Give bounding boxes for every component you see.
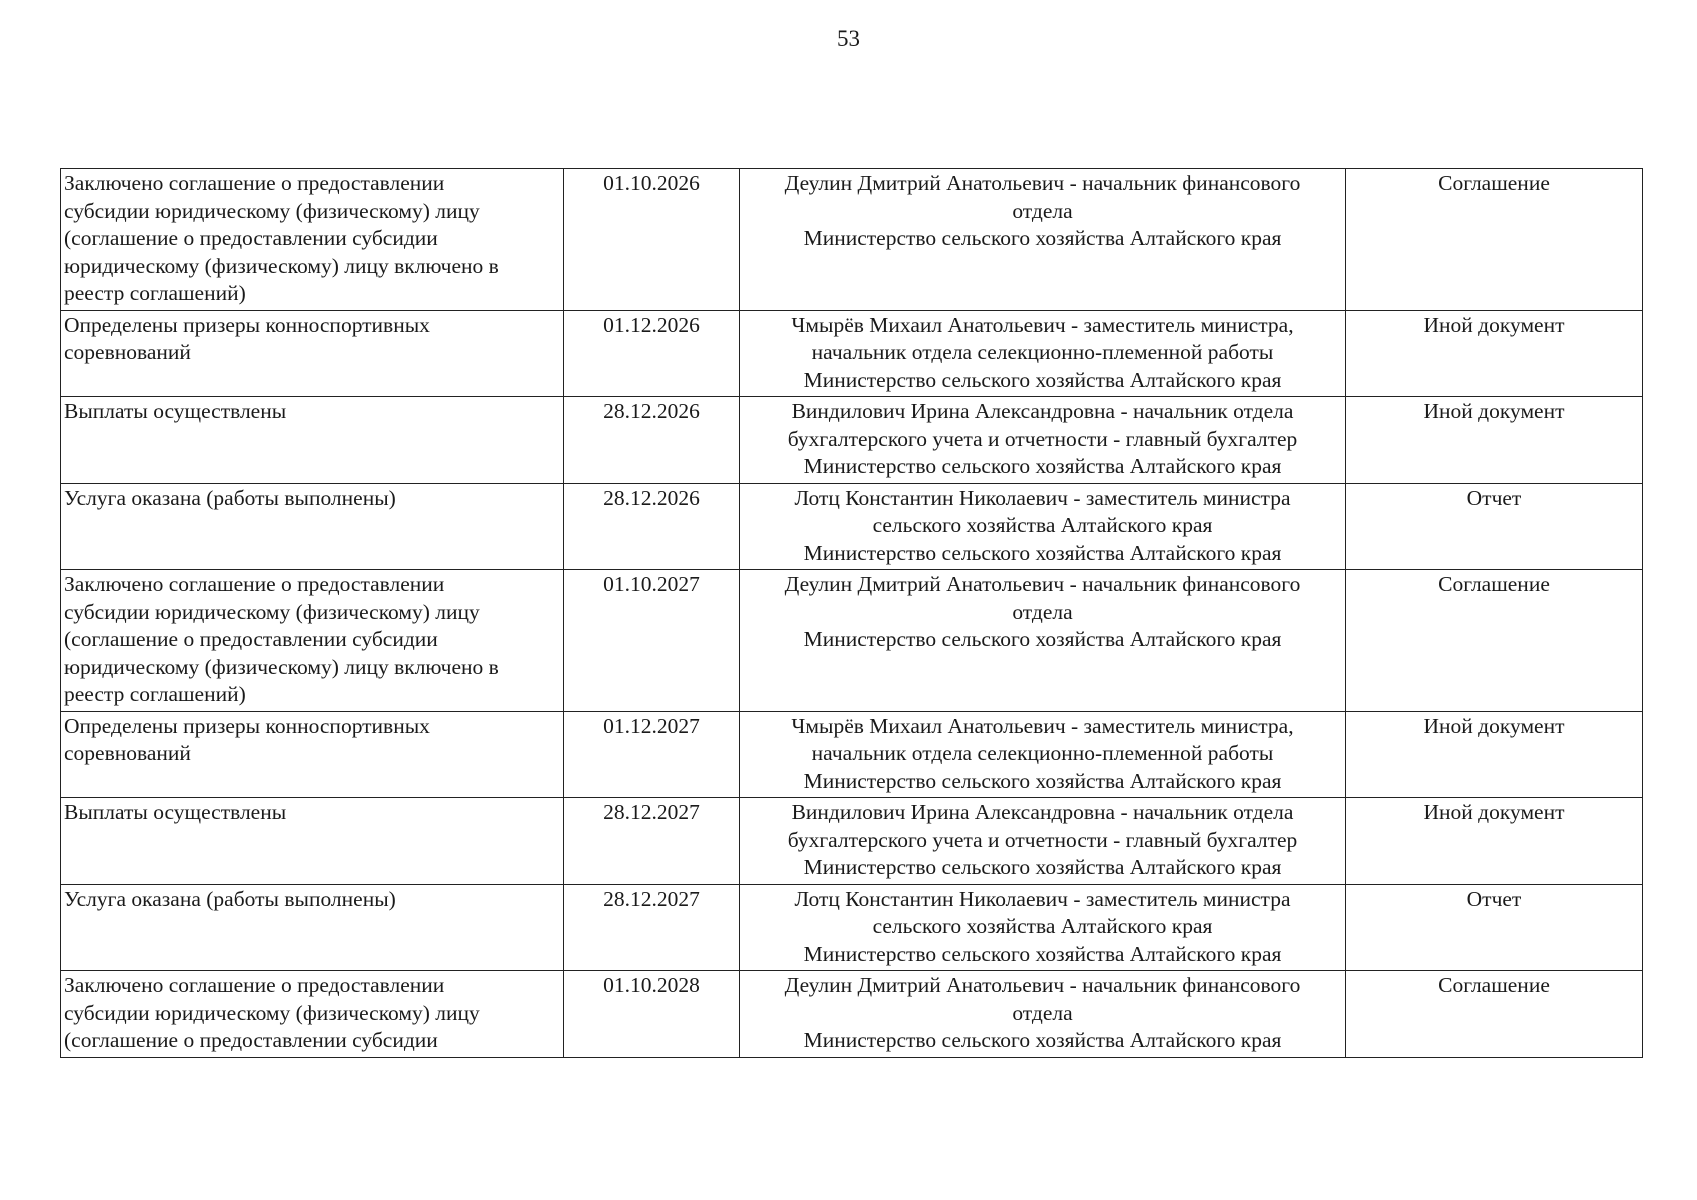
event-cell bbox=[61, 971, 564, 1058]
responsible-text-line: Министерство сельского хозяйства Алтайского края bbox=[803, 454, 1282, 478]
event-cell bbox=[61, 711, 564, 798]
responsible-text-line: Министерство сельского хозяйства Алтайского края bbox=[803, 855, 1282, 879]
date-cell: 28.12.2026 bbox=[564, 397, 740, 484]
responsible-cell bbox=[740, 310, 1346, 397]
event-cell bbox=[61, 798, 564, 885]
responsible-text-line: Деулин Дмитрий Анатольевич - начальник финансового bbox=[784, 572, 1301, 596]
event-text-line: Выплаты осуществлены bbox=[64, 800, 287, 824]
document-type-cell: Отчет bbox=[1346, 483, 1643, 570]
table-row bbox=[61, 798, 1643, 885]
event-text-line: субсидии юридическому (физическому) лицу bbox=[64, 1000, 480, 1025]
responsible-cell bbox=[740, 483, 1346, 570]
event-text-line: Заключено соглашение о предоставлении bbox=[64, 973, 445, 997]
event-cell bbox=[61, 570, 564, 712]
responsible-text-line: Чмырёв Михаил Анатольевич - заместитель министра, bbox=[791, 713, 1294, 738]
document-type-cell: Отчет bbox=[1346, 884, 1643, 971]
responsible-text-line: бухгалтерского учета и отчетности - главный бухгалтер bbox=[787, 426, 1298, 451]
document-type-cell: Соглашение bbox=[1346, 971, 1643, 1058]
date-cell: 28.12.2026 bbox=[564, 483, 740, 570]
responsible-text-line: Деулин Дмитрий Анатольевич - начальник финансового bbox=[784, 171, 1301, 195]
responsible-text-line: отдела bbox=[1012, 599, 1073, 624]
responsible-text-line: бухгалтерского учета и отчетности - главный бухгалтер bbox=[787, 827, 1298, 852]
event-cell bbox=[61, 310, 564, 397]
responsible-text-line: сельского хозяйства Алтайского края bbox=[872, 513, 1213, 537]
document-type-cell: Соглашение bbox=[1346, 570, 1643, 712]
responsible-text-line: сельского хозяйства Алтайского края bbox=[872, 914, 1213, 938]
responsible-text-line: Министерство сельского хозяйства Алтайского края bbox=[803, 627, 1282, 651]
event-text-line: Определены призеры конноспортивных bbox=[64, 713, 430, 738]
responsible-text-line: Министерство сельского хозяйства Алтайского края bbox=[803, 540, 1282, 565]
event-text-line: Услуга оказана (работы выполнены) bbox=[64, 886, 396, 911]
event-text-line: Выплаты осуществлены bbox=[64, 399, 287, 423]
event-text-line: субсидии юридическому (физическому) лицу bbox=[64, 198, 480, 223]
table-row bbox=[61, 169, 1643, 311]
event-cell bbox=[61, 884, 564, 971]
event-text-line: юридическому (физическому) лицу включено в bbox=[64, 253, 499, 278]
date-cell: 01.12.2027 bbox=[564, 711, 740, 798]
event-text-line: реестр соглашений) bbox=[64, 682, 246, 706]
responsible-cell bbox=[740, 169, 1346, 311]
event-text-line: Заключено соглашение о предоставлении bbox=[64, 171, 445, 195]
event-text-line: (соглашение о предоставлении субсидии bbox=[64, 226, 438, 250]
event-text-line: реестр соглашений) bbox=[64, 281, 246, 305]
table-row bbox=[61, 397, 1643, 484]
event-text-line: Услуга оказана (работы выполнены) bbox=[64, 485, 396, 510]
table-row bbox=[61, 570, 1643, 712]
table-row bbox=[61, 310, 1643, 397]
responsible-cell bbox=[740, 971, 1346, 1058]
responsible-cell bbox=[740, 397, 1346, 484]
date-cell: 01.10.2026 bbox=[564, 169, 740, 311]
page-number: 53 bbox=[837, 26, 860, 51]
date-cell: 28.12.2027 bbox=[564, 884, 740, 971]
date-cell: 01.10.2027 bbox=[564, 570, 740, 712]
document-type-cell: Иной документ bbox=[1346, 310, 1643, 397]
date-cell: 01.10.2028 bbox=[564, 971, 740, 1058]
responsible-text-line: Чмырёв Михаил Анатольевич - заместитель министра, bbox=[791, 312, 1294, 337]
date-cell: 28.12.2027 bbox=[564, 798, 740, 885]
event-cell bbox=[61, 169, 564, 311]
event-text-line: Заключено соглашение о предоставлении bbox=[64, 572, 445, 596]
event-cell bbox=[61, 483, 564, 570]
responsible-text-line: Министерство сельского хозяйства Алтайского края bbox=[803, 367, 1282, 392]
document-type-cell: Соглашение bbox=[1346, 169, 1643, 311]
table-row bbox=[61, 483, 1643, 570]
document-type-cell: Иной документ bbox=[1346, 397, 1643, 484]
responsible-cell bbox=[740, 884, 1346, 971]
responsible-cell bbox=[740, 711, 1346, 798]
responsible-cell bbox=[740, 798, 1346, 885]
event-text-line: юридическому (физическому) лицу включено в bbox=[64, 654, 499, 679]
document-type-cell: Иной документ bbox=[1346, 798, 1643, 885]
table-body bbox=[61, 169, 1643, 1058]
responsible-text-line: Лотц Константин Николаевич - заместитель министра bbox=[794, 485, 1291, 510]
event-text-line: Определены призеры конноспортивных bbox=[64, 312, 430, 337]
responsible-text-line: начальник отдела селекционно-племенной работы bbox=[811, 340, 1274, 364]
event-text-line: соревнований bbox=[64, 340, 191, 364]
table-row bbox=[61, 971, 1643, 1058]
event-text-line: (соглашение о предоставлении субсидии bbox=[64, 1028, 438, 1052]
event-text-line: субсидии юридическому (физическому) лицу bbox=[64, 599, 480, 624]
table-row bbox=[61, 884, 1643, 971]
event-text-line: (соглашение о предоставлении субсидии bbox=[64, 627, 438, 651]
schedule-table bbox=[60, 168, 1643, 1058]
responsible-text-line: Министерство сельского хозяйства Алтайского края bbox=[803, 226, 1282, 250]
date-cell: 01.12.2026 bbox=[564, 310, 740, 397]
responsible-text-line: отдела bbox=[1012, 1000, 1073, 1025]
responsible-text-line: Деулин Дмитрий Анатольевич - начальник финансового bbox=[784, 973, 1301, 997]
responsible-text-line: Министерство сельского хозяйства Алтайского края bbox=[803, 1028, 1282, 1052]
event-cell bbox=[61, 397, 564, 484]
responsible-text-line: Министерство сельского хозяйства Алтайского края bbox=[803, 768, 1282, 793]
event-text-line: соревнований bbox=[64, 741, 191, 765]
responsible-text-line: Виндилович Ирина Александровна - начальник отдела bbox=[791, 399, 1294, 423]
table-row bbox=[61, 711, 1643, 798]
document-type-cell: Иной документ bbox=[1346, 711, 1643, 798]
responsible-text-line: начальник отдела селекционно-племенной работы bbox=[811, 741, 1274, 765]
responsible-text-line: отдела bbox=[1012, 198, 1073, 223]
responsible-cell bbox=[740, 570, 1346, 712]
responsible-text-line: Лотц Константин Николаевич - заместитель министра bbox=[794, 886, 1291, 911]
responsible-text-line: Министерство сельского хозяйства Алтайского края bbox=[803, 941, 1282, 966]
responsible-text-line: Виндилович Ирина Александровна - начальник отдела bbox=[791, 800, 1294, 824]
